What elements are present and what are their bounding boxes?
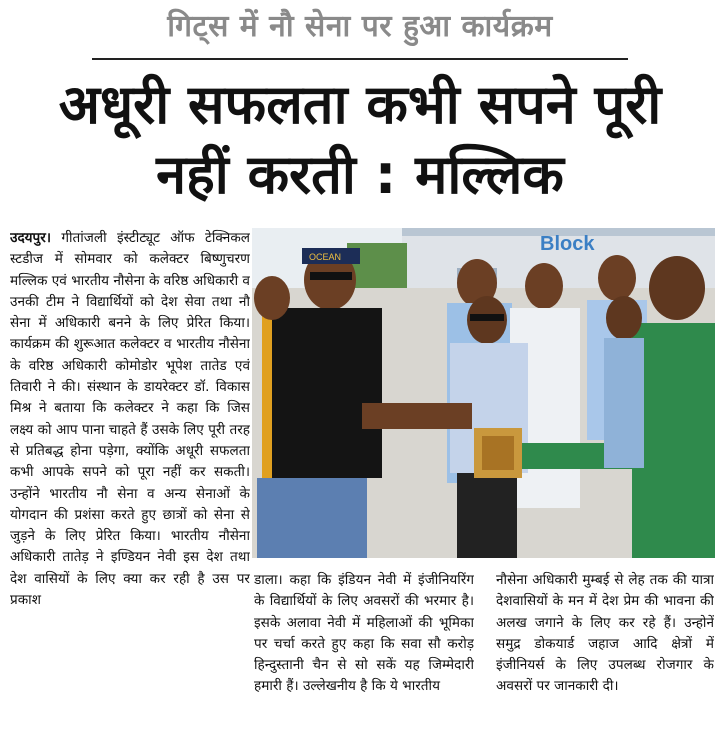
person-trousers bbox=[457, 473, 517, 558]
person-shirt-blue bbox=[604, 338, 644, 468]
person-glasses bbox=[470, 314, 504, 321]
kicker-headline: गिट्स में नौ सेना पर हुआ कार्यक्रम bbox=[167, 9, 553, 44]
person-sunglasses bbox=[310, 272, 352, 280]
cap-text: OCEAN bbox=[309, 252, 342, 262]
person-head bbox=[649, 256, 705, 320]
person-head bbox=[254, 276, 290, 320]
photo-scene bbox=[252, 228, 715, 558]
person-shirt-black bbox=[262, 308, 382, 478]
shirt-stripe bbox=[262, 308, 272, 478]
person-arm bbox=[362, 403, 472, 429]
news-photo bbox=[252, 228, 715, 558]
person-shirt-green bbox=[632, 323, 715, 558]
person-head bbox=[525, 263, 563, 309]
person-head bbox=[606, 296, 642, 340]
sign-text: Block bbox=[540, 233, 595, 255]
article-column-3: नौसेना अधिकारी मुम्बई से लेह तक की यात्रा देशवासियों के मन में देश प्रेम की भावना की अलख जगाने के लिए कर रहे हैं। उन्होनें समुद्र डोकयार्ड जहाज आदि क्षेत्रों में इंजीनियर्स के लिए उपलब्ध रोजगार के अवसरों पर जानकारी दी। bbox=[496, 572, 714, 695]
person-jeans bbox=[257, 478, 367, 558]
dateline: उदयपुर। bbox=[10, 230, 51, 246]
article-column-1 bbox=[10, 228, 250, 734]
person-head bbox=[598, 255, 636, 301]
column-1-text: गीतांजली इंस्टीट्यूट ऑफ टेक्निकल स्टडीज में सोमवार को कलेक्टर बिष्णुचरण मल्लिक एवं भारतीय नौसेना के वरिष्ठ अधिकारी व उनकी टीम ने विद्यार्थियों को देश सेवा तथा नौ सेना में अधिकारी बनने के लिए प्रेरित किया। कार्यक्रम की शुरूआत कलेक्टर व भारतीय नौसेना के वरिष्ठ अधिकारी कोमोडोर भूपेश तातेड एवं तिवारी ने की। संस्थान के डायरेक्टर डॉ. विकास मिश्र ने बताया कि कलेक्टर ने कहा कि जिस लक्ष्य को आप पाना चाहते हैं उसके लिए पूरी तरह से प्रतिबद्ध होना पड़ेगा, क्योंकि अधूरी सफलता कभी आपके सपने को पूरा नहीं कर सकती। उन्होंने भारतीय नौ सेना व अन्य सेनाओं के योगदान की प्रशंसा करते हुए छात्रों को सेना से जुड़ने के लिए प्रेरित किया। भारतीय नौसेना अधिकारी तातेड़ ने इण्डियन नेवी इस देश तथा देश वासियों के लिए क्या कर रही है उस पर प्रकाश bbox=[10, 230, 250, 609]
main-headline bbox=[0, 70, 720, 210]
article-column-2: डाला। कहा कि इंडियन नेवी में इंजीनियरिंग के विद्यार्थियों के लिए अवसरों की भरमार है। इसके अलावा नेवी में महिलाओं की भूमिका पर चर्चा करते हुए कहा कि सवा सौ करोड़ हिन्दुस्तानी चैन से सो सकें यह जिम्मेदारी हमारी हैं। उल्लेखनीय है कि ये भारतीय bbox=[254, 572, 474, 695]
headline-line-1: अधूरी सफलता कभी सपने पूरी bbox=[58, 73, 662, 136]
memento-inner bbox=[482, 436, 514, 470]
headline-line-2: नहीं करती : मल्लिक bbox=[156, 143, 564, 206]
kicker-rule bbox=[92, 58, 628, 60]
